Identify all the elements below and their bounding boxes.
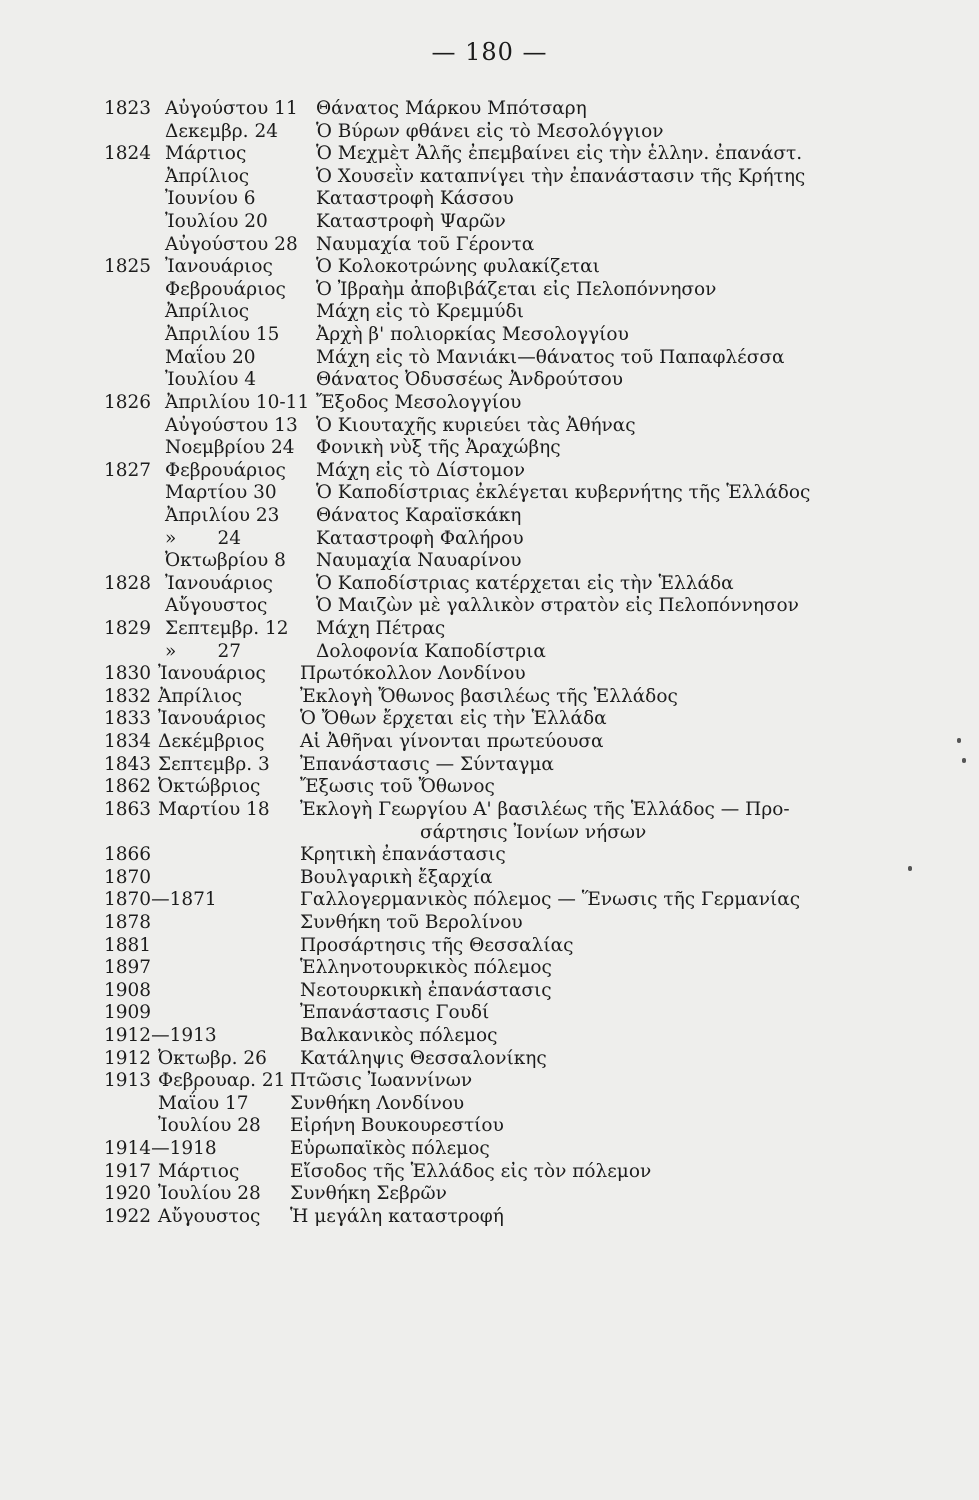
list-item	[0, 686, 979, 709]
list-item	[0, 550, 979, 573]
entry-event: Ἐπανάστασις Γουδί	[300, 1002, 490, 1024]
entry-event: Νεοτουρκικὴ ἐπανάστασις	[300, 979, 552, 1001]
entry-event: Θάνατος Μάρκου Μπότσαρη	[316, 98, 587, 119]
entry-date: Μαρτίου 30	[165, 482, 277, 504]
entry-event: Βουλγαρικὴ ἔξαρχία	[300, 866, 493, 888]
entry-year: 1862	[104, 776, 152, 798]
entry-date: Ἰουνίου 6	[165, 188, 256, 210]
list-item	[0, 234, 979, 257]
list-item	[0, 822, 979, 845]
list-item	[0, 844, 979, 867]
entry-year: 1830	[104, 663, 152, 685]
entry-year: 1909	[104, 1002, 152, 1024]
entry-date: Μάρτιος	[165, 143, 247, 165]
entry-date: Φεβρουάριος	[165, 459, 286, 481]
entry-event: Ὁ Μαιζὼν μὲ γαλλικὸν στρατὸν εἰς Πελοπόννησον	[316, 595, 799, 617]
entry-date: Ἰανουάριος	[158, 708, 266, 730]
list-item	[0, 980, 979, 1003]
list-item	[0, 1070, 979, 1093]
list-item	[0, 1206, 979, 1229]
entry-event: Εὐρωπαϊκὸς πόλεμος	[290, 1138, 490, 1160]
list-item	[0, 935, 979, 958]
list-item	[0, 1138, 979, 1161]
entry-date: Δεκεμβρ. 24	[165, 120, 278, 142]
entry-event: Πρωτόκολλον Λονδίνου	[300, 663, 526, 685]
entry-event: Ναυμαχία Ναυαρίνου	[316, 550, 522, 572]
entry-event: Βαλκανικὸς πόλεμος	[300, 1024, 498, 1046]
entry-event: Καταστροφὴ Ψαρῶν	[316, 211, 506, 233]
entry-year: 1825	[104, 256, 152, 278]
list-item	[0, 776, 979, 799]
entry-year: 1922	[104, 1205, 152, 1227]
entry-year: 1912—1913	[104, 1024, 217, 1046]
entry-year: 1920	[104, 1183, 152, 1205]
entry-event: Ἔξωσις τοῦ Ὄθωνος	[300, 776, 495, 798]
entry-event: Ὁ Μεχμὲτ Ἀλῆς ἐπεμβαίνει εἰς τὴν ἑλλην. ἐπανάστ.	[316, 143, 803, 165]
entry-year: 1866	[104, 844, 152, 866]
entry-date: Αὐγούστου 28	[165, 233, 298, 255]
list-item	[0, 1183, 979, 1206]
entry-event: Αἱ Ἀθῆναι γίνονται πρωτεύουσα	[300, 731, 604, 753]
entry-year: 1828	[104, 572, 152, 594]
entry-event: Ἀρχὴ β' πολιορκίας Μεσολογγίου	[316, 324, 629, 346]
entry-event: Καταστροφὴ Κάσσου	[316, 188, 514, 210]
list-item	[0, 347, 979, 370]
entry-event: Συνθήκη Σεβρῶν	[290, 1183, 447, 1205]
entry-date: Ἰανουάριος	[165, 572, 273, 594]
entry-date: » 24	[165, 527, 242, 549]
list-item	[0, 211, 979, 234]
list-item	[0, 754, 979, 777]
list-item	[0, 437, 979, 460]
list-item	[0, 279, 979, 302]
entry-event: Εἰρήνη Βουκουρεστίου	[290, 1115, 504, 1137]
list-item	[0, 166, 979, 189]
entry-date: Αὐγούστου 13	[165, 414, 298, 436]
entry-event: Κρητικὴ ἐπανάστασις	[300, 844, 506, 866]
entry-year: 1827	[104, 459, 152, 481]
entry-event: Θάνατος Ὀδυσσέως Ἀνδρούτσου	[316, 369, 623, 391]
entry-event: Θάνατος Καραϊσκάκη	[316, 504, 522, 526]
list-item	[0, 121, 979, 144]
scan-speck	[962, 758, 966, 763]
entry-event: Δολοφονία Καποδίστρια	[316, 640, 546, 662]
entry-year: 1914—1918	[104, 1138, 217, 1160]
list-item	[0, 143, 979, 166]
entry-date: Ἰανουάριος	[158, 663, 266, 685]
entry-event: σάρτησις Ἰονίων νήσων	[420, 821, 647, 843]
scan-speck	[957, 738, 961, 743]
entry-event: Ὁ Ὄθων ἔρχεται εἰς τὴν Ἑλλάδα	[300, 708, 607, 730]
entry-date: Αὔγουστος	[165, 595, 268, 617]
entry-date: Ἰανουάριος	[165, 256, 273, 278]
entry-year: 1870	[104, 866, 152, 888]
entry-year: 1878	[104, 911, 152, 933]
list-item	[0, 595, 979, 618]
list-item	[0, 641, 979, 664]
entry-event: Ἡ μεγάλη καταστροφή	[290, 1205, 504, 1227]
entry-event: Ὁ Καποδίστριας κατέρχεται εἰς τὴν Ἑλλάδα	[316, 572, 734, 594]
list-item	[0, 324, 979, 347]
entry-date: Ἀπρίλιος	[165, 165, 250, 187]
entry-event: Προσάρτησις τῆς Θεσσαλίας	[300, 934, 574, 956]
entry-date: Ἀπριλίου 10-11	[165, 391, 310, 413]
list-item	[0, 1048, 979, 1071]
entry-year: 1881	[104, 934, 152, 956]
list-item	[0, 867, 979, 890]
entry-event: Μάχη Πέτρας	[316, 618, 446, 640]
entry-year: 1824	[104, 143, 152, 165]
entry-date: Ἰουλίου 28	[158, 1183, 261, 1205]
entry-year: 1826	[104, 391, 152, 413]
entry-event: Μάχη εἰς τὸ Δίστομον	[316, 459, 525, 481]
entry-date: Ἰουλίου 4	[165, 369, 257, 391]
entry-date: Ἀπρίλιος	[165, 301, 250, 323]
entry-event: Πτῶσις Ἰωαννίνων	[290, 1070, 473, 1092]
entry-year: 1917	[104, 1160, 152, 1182]
list-item	[0, 1115, 979, 1138]
entry-event: Ἐκλογὴ Ὄθωνος βασιλέως τῆς Ἑλλάδος	[300, 685, 678, 707]
entry-event: Μάχη εἰς τὸ Κρεμμύδι	[316, 301, 524, 323]
entry-event: Ὁ Κιουταχῆς κυριεύει τὰς Ἀθήνας	[316, 414, 636, 436]
entry-year: 1897	[104, 957, 152, 979]
list-item	[0, 708, 979, 731]
entry-year: 1834	[104, 731, 152, 753]
list-item	[0, 188, 979, 211]
entry-year: 1832	[104, 685, 152, 707]
entry-event: Εἴσοδος τῆς Ἑλλάδος εἰς τὸν πόλεμον	[290, 1160, 652, 1182]
entry-date: Ὀκτώβριος	[158, 776, 261, 798]
entry-event: Συνθήκη Λονδίνου	[290, 1092, 465, 1114]
entry-event: Μάχη εἰς τὸ Μανιάκι—θάνατος τοῦ Παπαφλέσσα	[316, 346, 785, 368]
list-item	[0, 957, 979, 980]
entry-event: Φονικὴ νὺξ τῆς Ἀραχώβης	[316, 437, 561, 459]
entry-date: Ἀπριλίου 23	[165, 504, 280, 526]
list-item	[0, 505, 979, 528]
entry-date: Ἰουλίου 28	[158, 1115, 261, 1137]
entry-event: Συνθήκη τοῦ Βερολίνου	[300, 911, 523, 933]
entry-date: Μαΐου 20	[165, 346, 256, 368]
list-item	[0, 369, 979, 392]
list-item	[0, 1025, 979, 1048]
list-item	[0, 618, 979, 641]
entry-year: 1833	[104, 708, 152, 730]
entry-event: Ἐκλογὴ Γεωργίου Α' βασιλέως τῆς Ἑλλάδος — Προ-	[300, 798, 790, 820]
entry-date: Ἀπρίλιος	[158, 685, 243, 707]
list-item	[0, 1002, 979, 1025]
chronology-list	[0, 98, 979, 1228]
entry-event: Ὁ Χουσεῒν καταπνίγει τὴν ἐπανάστασιν τῆς Κρήτης	[316, 165, 806, 187]
entry-event: Ὁ Κολοκοτρώνης φυλακίζεται	[316, 256, 600, 278]
entry-date: Ἀπριλίου 15	[165, 324, 280, 346]
entry-date: Νοεμβρίου 24	[165, 437, 295, 459]
entry-event: Ἐπανάστασις — Σύνταγμα	[300, 753, 554, 775]
entry-event: Ὁ Ἰβραὴμ ἀποβιβάζεται εἰς Πελοπόννησον	[316, 278, 717, 300]
entry-year: 1829	[104, 618, 152, 640]
entry-year: 1863	[104, 798, 152, 820]
list-item	[0, 392, 979, 415]
list-item	[0, 889, 979, 912]
list-item	[0, 1161, 979, 1184]
list-item	[0, 731, 979, 754]
entry-date: Ὀκτωβρίου 8	[165, 550, 286, 572]
entry-year: 1823	[104, 98, 152, 119]
entry-year: 1912	[104, 1047, 152, 1069]
list-item	[0, 98, 979, 121]
list-item	[0, 1093, 979, 1116]
entry-date: Αὔγουστος	[158, 1205, 261, 1227]
entry-event: Γαλλογερμανικὸς πόλεμος — Ἕνωσις τῆς Γερμανίας	[300, 889, 801, 911]
entry-date: Σεπτεμβρ. 3	[158, 753, 270, 775]
entry-date: Σεπτεμβρ. 12	[165, 618, 289, 640]
entry-event: Ὁ Καποδίστριας ἐκλέγεται κυβερνήτης τῆς Ἑλλάδος	[316, 482, 811, 504]
list-item	[0, 460, 979, 483]
list-item	[0, 799, 979, 822]
entry-date: Φεβρουάριος	[165, 278, 286, 300]
entry-year: 1870—1871	[104, 889, 217, 911]
list-item	[0, 301, 979, 324]
list-item	[0, 528, 979, 551]
entry-event: Ὁ Βύρων φθάνει εἰς τὸ Μεσολόγγιον	[316, 120, 664, 142]
entry-date: Μαΐου 17	[158, 1092, 249, 1114]
list-item	[0, 573, 979, 596]
list-item	[0, 415, 979, 438]
entry-event: Κατάληψις Θεσσαλονίκης	[300, 1047, 547, 1069]
scan-speck	[908, 866, 912, 871]
entry-event: Ἔξοδος Μεσολογγίου	[316, 391, 522, 413]
entry-year: 1843	[104, 753, 152, 775]
entry-event: Ναυμαχία τοῦ Γέροντα	[316, 233, 535, 255]
entry-date: Δεκέμβριος	[158, 731, 265, 753]
entry-year: 1913	[104, 1070, 152, 1092]
entry-year: 1908	[104, 979, 152, 1001]
page-number: — 180 —	[431, 38, 548, 66]
entry-date: Φεβρουαρ. 21	[158, 1070, 286, 1092]
entry-date: Μάρτιος	[158, 1160, 240, 1182]
list-item	[0, 912, 979, 935]
entry-event: Καταστροφὴ Φαλήρου	[316, 527, 524, 549]
list-item	[0, 256, 979, 279]
entry-date: Αὐγούστου 11	[165, 98, 298, 119]
entry-date: Ἰουλίου 20	[165, 211, 268, 233]
entry-event: Ἑλληνοτουρκικὸς πόλεμος	[300, 957, 552, 979]
entry-date: » 27	[165, 640, 242, 662]
entry-date: Μαρτίου 18	[158, 798, 270, 820]
list-item	[0, 663, 979, 686]
list-item	[0, 482, 979, 505]
entry-date: Ὀκτωβρ. 26	[158, 1047, 267, 1069]
